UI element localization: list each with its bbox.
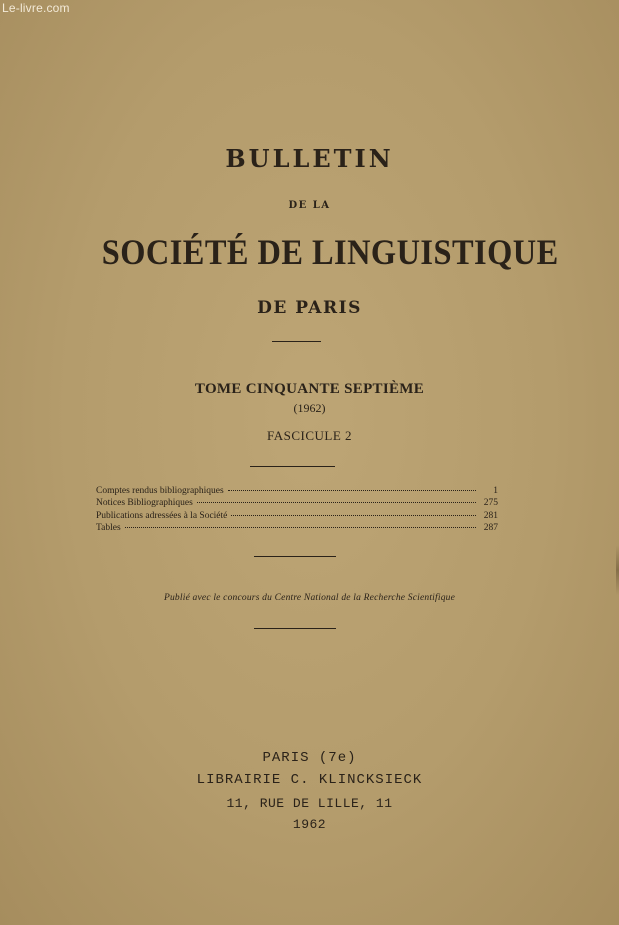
title-de-paris: DE PARIS xyxy=(257,298,362,318)
toc-page: 275 xyxy=(483,498,498,509)
divider-rule xyxy=(272,341,321,342)
toc-page: 281 xyxy=(483,510,498,521)
divider-rule xyxy=(254,628,336,629)
toc-title: Publications adressées à la Société xyxy=(96,510,228,521)
fascicule-label: FASCICULE 2 xyxy=(266,428,353,443)
toc-title: Comptes rendus bibliographiques xyxy=(96,486,224,496)
title-societe: SOCIÉTÉ DE LINGUISTIQUE xyxy=(101,232,559,272)
publisher-name: LIBRAIRIE C. KLINCKSIECK xyxy=(196,772,423,788)
toc-title: Tables xyxy=(96,523,121,534)
toc-title: Notices Bibliographiques xyxy=(96,498,193,509)
watermark: Le-livre.com xyxy=(2,1,70,15)
publisher-address: 11, RUE DE LILLE, 11 xyxy=(226,796,393,811)
toc-leader xyxy=(197,502,476,503)
toc-page: 1 xyxy=(493,486,498,496)
tome-label: TOME CINQUANTE SEPTIÈME xyxy=(194,381,425,397)
title-de-la: DE LA xyxy=(288,200,331,211)
toc-leader xyxy=(231,515,476,516)
publisher-city: PARIS (7e) xyxy=(262,750,357,766)
publication-year: 1962 xyxy=(292,817,327,832)
tome-year: (1962) xyxy=(293,401,326,415)
list-item xyxy=(96,486,498,498)
list-item xyxy=(96,511,498,523)
toc-page: 287 xyxy=(483,523,498,534)
list-item xyxy=(96,523,498,535)
sponsor-note: Publié avec le concours du Centre National de la Recherche Scientifique xyxy=(163,593,456,603)
divider-rule xyxy=(250,466,335,467)
title-bulletin: BULLETIN xyxy=(225,144,394,173)
divider-rule xyxy=(254,556,336,557)
toc-leader xyxy=(125,527,476,528)
table-of-contents xyxy=(96,486,498,536)
list-item xyxy=(96,498,498,510)
toc-leader xyxy=(228,490,476,491)
